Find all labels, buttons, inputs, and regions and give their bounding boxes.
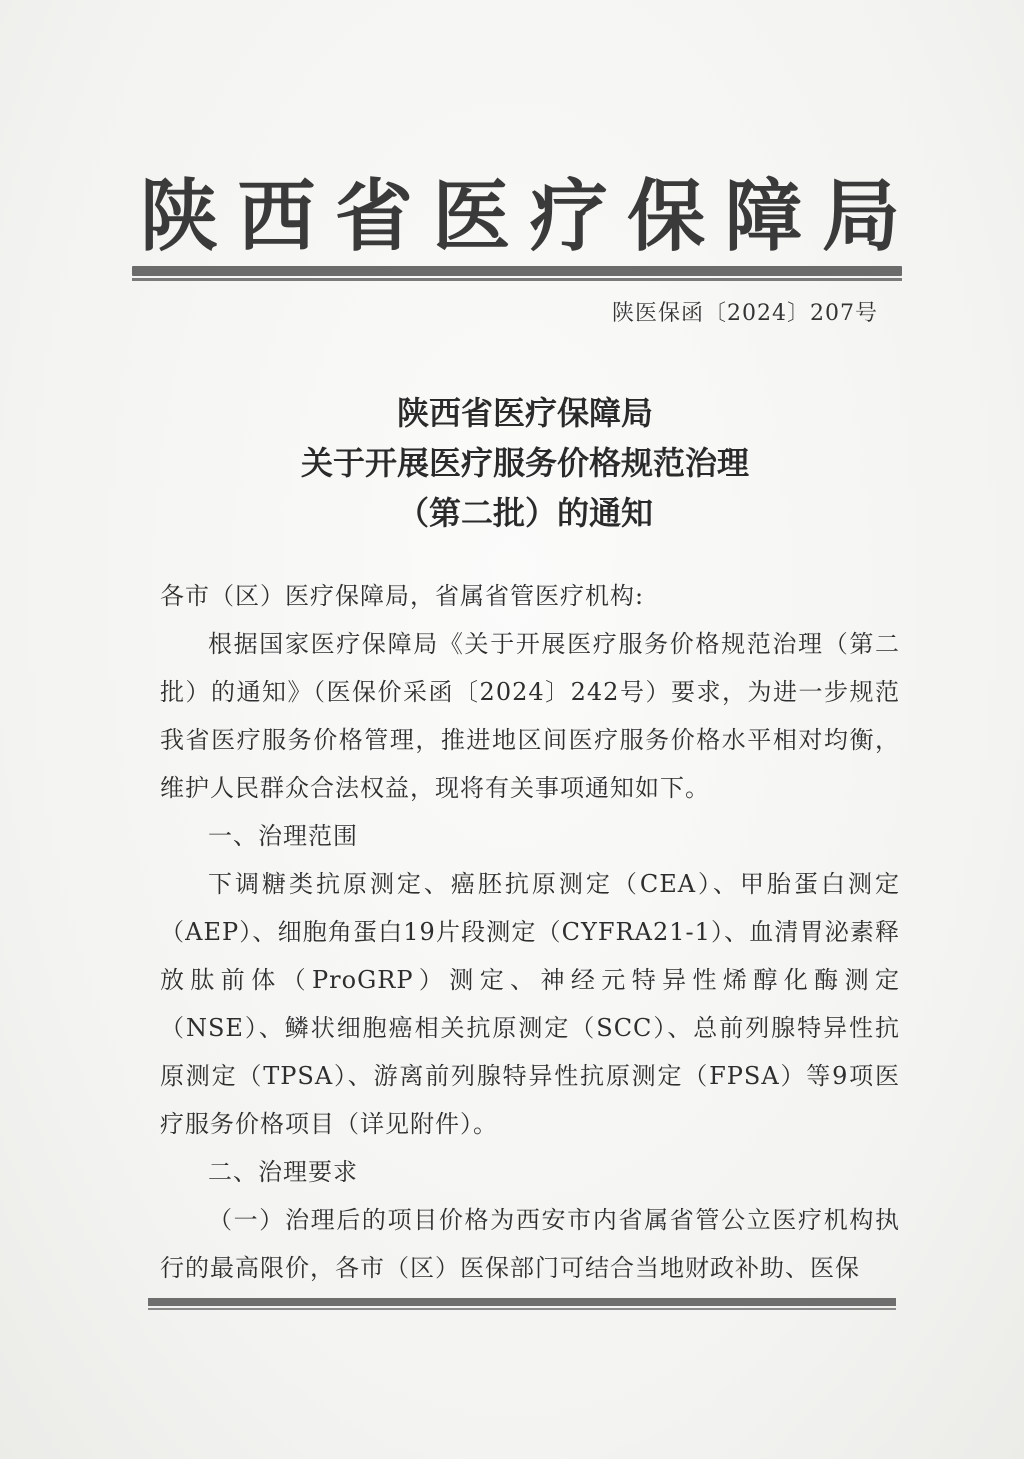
section-heading-1: 一、治理范围 <box>208 822 358 850</box>
letterhead-char: 陕 <box>140 172 219 262</box>
title-line-1: 陕西省医疗保障局 <box>396 394 653 432</box>
document-title <box>140 388 910 538</box>
letterhead-char: 障 <box>724 172 803 262</box>
footer-divider <box>148 1298 896 1306</box>
intro-paragraph: 根据国家医疗保障局《关于开展医疗服务价格规范治理（第二批）的通知》（医保价采函〔2024〕242号）要求，为进一步规范我省医疗服务价格管理，推进地区间医疗服务价格水平相对均衡，维护人民群众合法权益，现将有关事项通知如下。 <box>160 630 900 802</box>
letterhead-char: 省 <box>334 172 413 262</box>
letterhead-char: 局 <box>821 172 900 262</box>
section-1-paragraph: 下调糖类抗原测定、癌胚抗原测定（CEA）、甲胎蛋白测定（AEP）、细胞角蛋白19片段测定（CYFRA21-1）、血清胃泌素释放肽前体（ProGRP）测定、神经元特异性烯醇化酶测定（NSE）、鳞状细胞癌相关抗原测定（SCC）、总前列腺特异性抗原测定（TPSA）、游离前列腺特异性抗原测定（FPSA）等9项医疗服务价格项目（详见附件）。 <box>160 870 900 1138</box>
title-line-2: 关于开展医疗服务价格规范治理 <box>300 444 749 482</box>
letterhead-char: 保 <box>627 172 706 262</box>
letterhead-char: 疗 <box>529 172 608 262</box>
issuer-letterhead <box>140 160 900 260</box>
document-number: 陕医保函〔2024〕207号 <box>612 301 878 326</box>
section-2-paragraph: （一）治理后的项目价格为西安市内省属省管公立医疗机构执行的最高限价，各市（区）医保部门可结合当地财政补助、医保 <box>160 1206 900 1282</box>
letterhead-char: 医 <box>432 172 511 262</box>
title-line-3: （第二批）的通知 <box>396 494 653 532</box>
letterhead-divider <box>132 266 902 276</box>
section-heading-2: 二、治理要求 <box>208 1158 358 1186</box>
letterhead-char: 西 <box>237 172 316 262</box>
salutation: 各市（区）医疗保障局，省属省管医疗机构: <box>160 582 645 610</box>
document-body <box>160 572 900 1292</box>
